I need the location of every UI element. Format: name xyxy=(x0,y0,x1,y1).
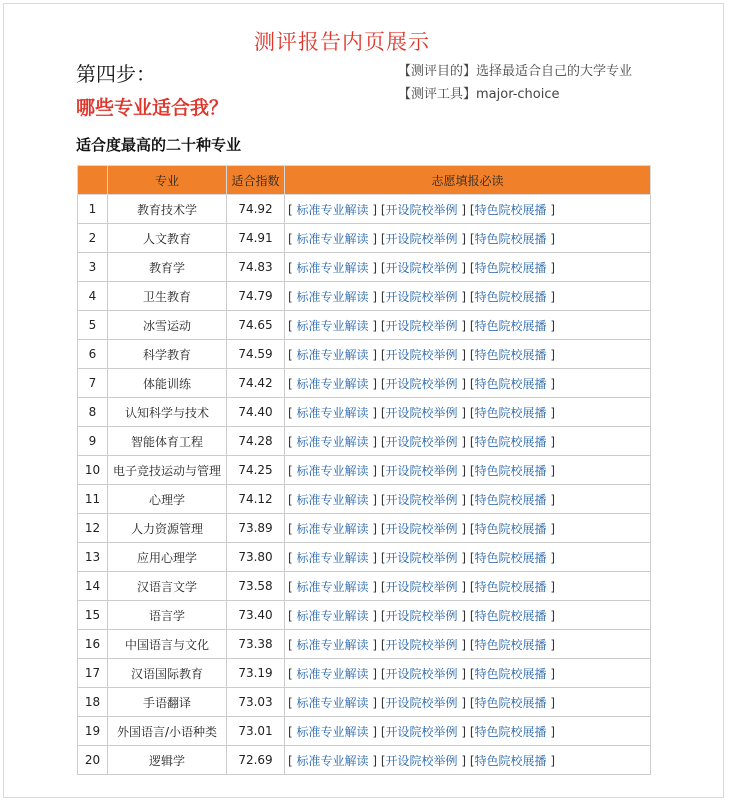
table-row xyxy=(78,456,651,485)
standard-major-link[interactable]: 标准专业解读 xyxy=(296,753,369,768)
featured-schools-link[interactable]: 特色院校展播 xyxy=(474,521,547,536)
rank-cell: 5 xyxy=(78,311,108,340)
table-row xyxy=(78,195,651,224)
score-cell: 73.03 xyxy=(227,688,285,717)
schools-example-link[interactable]: 开设院校举例 xyxy=(385,347,458,362)
schools-example-link[interactable]: 开设院校举例 xyxy=(385,521,458,536)
featured-schools-link[interactable]: 特色院校展播 xyxy=(474,463,547,478)
section-title: 适合度最高的二十种专业 xyxy=(76,136,242,154)
meta-tool: 【测评工具】major-choice xyxy=(398,87,560,102)
schools-example-link[interactable]: 开设院校举例 xyxy=(385,753,458,768)
featured-schools-link[interactable]: 特色院校展播 xyxy=(474,347,547,362)
standard-major-link[interactable]: 标准专业解读 xyxy=(296,376,369,391)
major-cell: 手语翻译 xyxy=(108,688,227,717)
standard-major-link[interactable]: 标准专业解读 xyxy=(296,579,369,594)
major-cell: 汉语言文学 xyxy=(108,572,227,601)
page-title: 测评报告内页展示 xyxy=(254,30,430,54)
score-cell: 73.01 xyxy=(227,717,285,746)
rank-cell: 15 xyxy=(78,601,108,630)
standard-major-link[interactable]: 标准专业解读 xyxy=(296,405,369,420)
schools-example-link[interactable]: 开设院校举例 xyxy=(385,695,458,710)
featured-schools-link[interactable]: 特色院校展播 xyxy=(474,202,547,217)
major-cell: 电子竞技运动与管理 xyxy=(108,456,227,485)
header-major: 专业 xyxy=(108,166,227,195)
score-cell: 73.19 xyxy=(227,659,285,688)
rank-cell: 1 xyxy=(78,195,108,224)
score-cell: 74.65 xyxy=(227,311,285,340)
rank-cell: 6 xyxy=(78,340,108,369)
rank-cell: 13 xyxy=(78,543,108,572)
table-row xyxy=(78,282,651,311)
major-cell: 体能训练 xyxy=(108,369,227,398)
featured-schools-link[interactable]: 特色院校展播 xyxy=(474,724,547,739)
standard-major-link[interactable]: 标准专业解读 xyxy=(296,347,369,362)
score-cell: 74.42 xyxy=(227,369,285,398)
links-cell: [ 标准专业解读 ] [开设院校举例 ] [特色院校展播 ] xyxy=(285,485,651,514)
featured-schools-link[interactable]: 特色院校展播 xyxy=(474,666,547,681)
schools-example-link[interactable]: 开设院校举例 xyxy=(385,202,458,217)
schools-example-link[interactable]: 开设院校举例 xyxy=(385,318,458,333)
score-cell: 73.38 xyxy=(227,630,285,659)
major-cell: 科学教育 xyxy=(108,340,227,369)
featured-schools-link[interactable]: 特色院校展播 xyxy=(474,434,547,449)
standard-major-link[interactable]: 标准专业解读 xyxy=(296,434,369,449)
rank-cell: 3 xyxy=(78,253,108,282)
schools-example-link[interactable]: 开设院校举例 xyxy=(385,637,458,652)
meta-purpose: 【测评目的】选择最适合自己的大学专业 xyxy=(398,64,633,79)
rank-cell: 17 xyxy=(78,659,108,688)
table-row xyxy=(78,543,651,572)
standard-major-link[interactable]: 标准专业解读 xyxy=(296,202,369,217)
standard-major-link[interactable]: 标准专业解读 xyxy=(296,318,369,333)
major-cell: 中国语言与文化 xyxy=(108,630,227,659)
major-cell: 人力资源管理 xyxy=(108,514,227,543)
score-cell: 73.40 xyxy=(227,601,285,630)
links-cell: [ 标准专业解读 ] [开设院校举例 ] [特色院校展播 ] xyxy=(285,572,651,601)
links-cell: [ 标准专业解读 ] [开设院校举例 ] [特色院校展播 ] xyxy=(285,456,651,485)
step-label: 第四步： xyxy=(76,62,156,86)
major-cell: 教育学 xyxy=(108,253,227,282)
schools-example-link[interactable]: 开设院校举例 xyxy=(385,231,458,246)
rank-cell: 12 xyxy=(78,514,108,543)
standard-major-link[interactable]: 标准专业解读 xyxy=(296,695,369,710)
rank-cell: 9 xyxy=(78,427,108,456)
standard-major-link[interactable]: 标准专业解读 xyxy=(296,463,369,478)
table-row xyxy=(78,340,651,369)
links-cell: [ 标准专业解读 ] [开设院校举例 ] [特色院校展播 ] xyxy=(285,688,651,717)
header-guide: 志愿填报必读 xyxy=(285,166,651,195)
schools-example-link[interactable]: 开设院校举例 xyxy=(385,608,458,623)
score-cell: 74.59 xyxy=(227,340,285,369)
featured-schools-link[interactable]: 特色院校展播 xyxy=(474,637,547,652)
rank-cell: 14 xyxy=(78,572,108,601)
major-cell: 卫生教育 xyxy=(108,282,227,311)
major-cell: 汉语国际教育 xyxy=(108,659,227,688)
featured-schools-link[interactable]: 特色院校展播 xyxy=(474,289,547,304)
score-cell: 74.91 xyxy=(227,224,285,253)
links-cell: [ 标准专业解读 ] [开设院校举例 ] [特色院校展播 ] xyxy=(285,253,651,282)
score-cell: 73.89 xyxy=(227,514,285,543)
score-cell: 74.12 xyxy=(227,485,285,514)
featured-schools-link[interactable]: 特色院校展播 xyxy=(474,260,547,275)
standard-major-link[interactable]: 标准专业解读 xyxy=(296,608,369,623)
standard-major-link[interactable]: 标准专业解读 xyxy=(296,521,369,536)
major-cell: 心理学 xyxy=(108,485,227,514)
rank-cell: 8 xyxy=(78,398,108,427)
featured-schools-link[interactable]: 特色院校展播 xyxy=(474,695,547,710)
featured-schools-link[interactable]: 特色院校展播 xyxy=(474,231,547,246)
schools-example-link[interactable]: 开设院校举例 xyxy=(385,492,458,507)
links-cell: [ 标准专业解读 ] [开设院校举例 ] [特色院校展播 ] xyxy=(285,398,651,427)
table-row xyxy=(78,659,651,688)
header-score: 适合指数 xyxy=(227,166,285,195)
rank-cell: 20 xyxy=(78,746,108,775)
table-row xyxy=(78,369,651,398)
score-cell: 74.25 xyxy=(227,456,285,485)
major-cell: 应用心理学 xyxy=(108,543,227,572)
featured-schools-link[interactable]: 特色院校展播 xyxy=(474,608,547,623)
links-cell: [ 标准专业解读 ] [开设院校举例 ] [特色院校展播 ] xyxy=(285,340,651,369)
rank-cell: 11 xyxy=(78,485,108,514)
schools-example-link[interactable]: 开设院校举例 xyxy=(385,724,458,739)
schools-example-link[interactable]: 开设院校举例 xyxy=(385,666,458,681)
table-row xyxy=(78,630,651,659)
standard-major-link[interactable]: 标准专业解读 xyxy=(296,724,369,739)
majors-table xyxy=(77,165,651,775)
table-row xyxy=(78,688,651,717)
major-cell: 语言学 xyxy=(108,601,227,630)
table-row xyxy=(78,746,651,775)
rank-cell: 2 xyxy=(78,224,108,253)
score-cell: 74.40 xyxy=(227,398,285,427)
rank-cell: 10 xyxy=(78,456,108,485)
schools-example-link[interactable]: 开设院校举例 xyxy=(385,434,458,449)
featured-schools-link[interactable]: 特色院校展播 xyxy=(474,753,547,768)
rank-cell: 16 xyxy=(78,630,108,659)
major-cell: 冰雪运动 xyxy=(108,311,227,340)
links-cell: [ 标准专业解读 ] [开设院校举例 ] [特色院校展播 ] xyxy=(285,659,651,688)
table-row xyxy=(78,485,651,514)
score-cell: 73.58 xyxy=(227,572,285,601)
score-cell: 74.79 xyxy=(227,282,285,311)
links-cell: [ 标准专业解读 ] [开设院校举例 ] [特色院校展播 ] xyxy=(285,224,651,253)
schools-example-link[interactable]: 开设院校举例 xyxy=(385,376,458,391)
schools-example-link[interactable]: 开设院校举例 xyxy=(385,463,458,478)
header-rank xyxy=(78,166,108,195)
score-cell: 74.83 xyxy=(227,253,285,282)
score-cell: 74.92 xyxy=(227,195,285,224)
links-cell: [ 标准专业解读 ] [开设院校举例 ] [特色院校展播 ] xyxy=(285,601,651,630)
links-cell: [ 标准专业解读 ] [开设院校举例 ] [特色院校展播 ] xyxy=(285,746,651,775)
table-row xyxy=(78,717,651,746)
schools-example-link[interactable]: 开设院校举例 xyxy=(385,405,458,420)
rank-cell: 4 xyxy=(78,282,108,311)
featured-schools-link[interactable]: 特色院校展播 xyxy=(474,492,547,507)
featured-schools-link[interactable]: 特色院校展播 xyxy=(474,579,547,594)
standard-major-link[interactable]: 标准专业解读 xyxy=(296,637,369,652)
featured-schools-link[interactable]: 特色院校展播 xyxy=(474,318,547,333)
rank-cell: 19 xyxy=(78,717,108,746)
table-row xyxy=(78,253,651,282)
schools-example-link[interactable]: 开设院校举例 xyxy=(385,550,458,565)
links-cell: [ 标准专业解读 ] [开设院校举例 ] [特色院校展播 ] xyxy=(285,369,651,398)
major-cell: 人文教育 xyxy=(108,224,227,253)
links-cell: [ 标准专业解读 ] [开设院校举例 ] [特色院校展播 ] xyxy=(285,195,651,224)
standard-major-link[interactable]: 标准专业解读 xyxy=(296,550,369,565)
links-cell: [ 标准专业解读 ] [开设院校举例 ] [特色院校展播 ] xyxy=(285,543,651,572)
standard-major-link[interactable]: 标准专业解读 xyxy=(296,260,369,275)
standard-major-link[interactable]: 标准专业解读 xyxy=(296,666,369,681)
links-cell: [ 标准专业解读 ] [开设院校举例 ] [特色院校展播 ] xyxy=(285,311,651,340)
table-row xyxy=(78,311,651,340)
schools-example-link[interactable]: 开设院校举例 xyxy=(385,260,458,275)
major-cell: 认知科学与技术 xyxy=(108,398,227,427)
table-row xyxy=(78,398,651,427)
schools-example-link[interactable]: 开设院校举例 xyxy=(385,289,458,304)
table-body xyxy=(78,195,651,775)
links-cell: [ 标准专业解读 ] [开设院校举例 ] [特色院校展播 ] xyxy=(285,282,651,311)
major-cell: 教育技术学 xyxy=(108,195,227,224)
major-cell: 智能体育工程 xyxy=(108,427,227,456)
table-row xyxy=(78,427,651,456)
table-row xyxy=(78,601,651,630)
score-cell: 73.80 xyxy=(227,543,285,572)
rank-cell: 18 xyxy=(78,688,108,717)
table-row xyxy=(78,514,651,543)
schools-example-link[interactable]: 开设院校举例 xyxy=(385,579,458,594)
featured-schools-link[interactable]: 特色院校展播 xyxy=(474,550,547,565)
table-row xyxy=(78,224,651,253)
major-cell: 逻辑学 xyxy=(108,746,227,775)
featured-schools-link[interactable]: 特色院校展播 xyxy=(474,405,547,420)
standard-major-link[interactable]: 标准专业解读 xyxy=(296,231,369,246)
score-cell: 72.69 xyxy=(227,746,285,775)
score-cell: 74.28 xyxy=(227,427,285,456)
standard-major-link[interactable]: 标准专业解读 xyxy=(296,492,369,507)
links-cell: [ 标准专业解读 ] [开设院校举例 ] [特色院校展播 ] xyxy=(285,514,651,543)
table-row xyxy=(78,572,651,601)
links-cell: [ 标准专业解读 ] [开设院校举例 ] [特色院校展播 ] xyxy=(285,427,651,456)
question-heading: 哪些专业适合我？ xyxy=(76,97,229,119)
major-cell: 外国语言/小语种类 xyxy=(108,717,227,746)
featured-schools-link[interactable]: 特色院校展播 xyxy=(474,376,547,391)
links-cell: [ 标准专业解读 ] [开设院校举例 ] [特色院校展播 ] xyxy=(285,630,651,659)
standard-major-link[interactable]: 标准专业解读 xyxy=(296,289,369,304)
table-header xyxy=(78,166,651,195)
header-row xyxy=(78,166,651,195)
rank-cell: 7 xyxy=(78,369,108,398)
links-cell: [ 标准专业解读 ] [开设院校举例 ] [特色院校展播 ] xyxy=(285,717,651,746)
